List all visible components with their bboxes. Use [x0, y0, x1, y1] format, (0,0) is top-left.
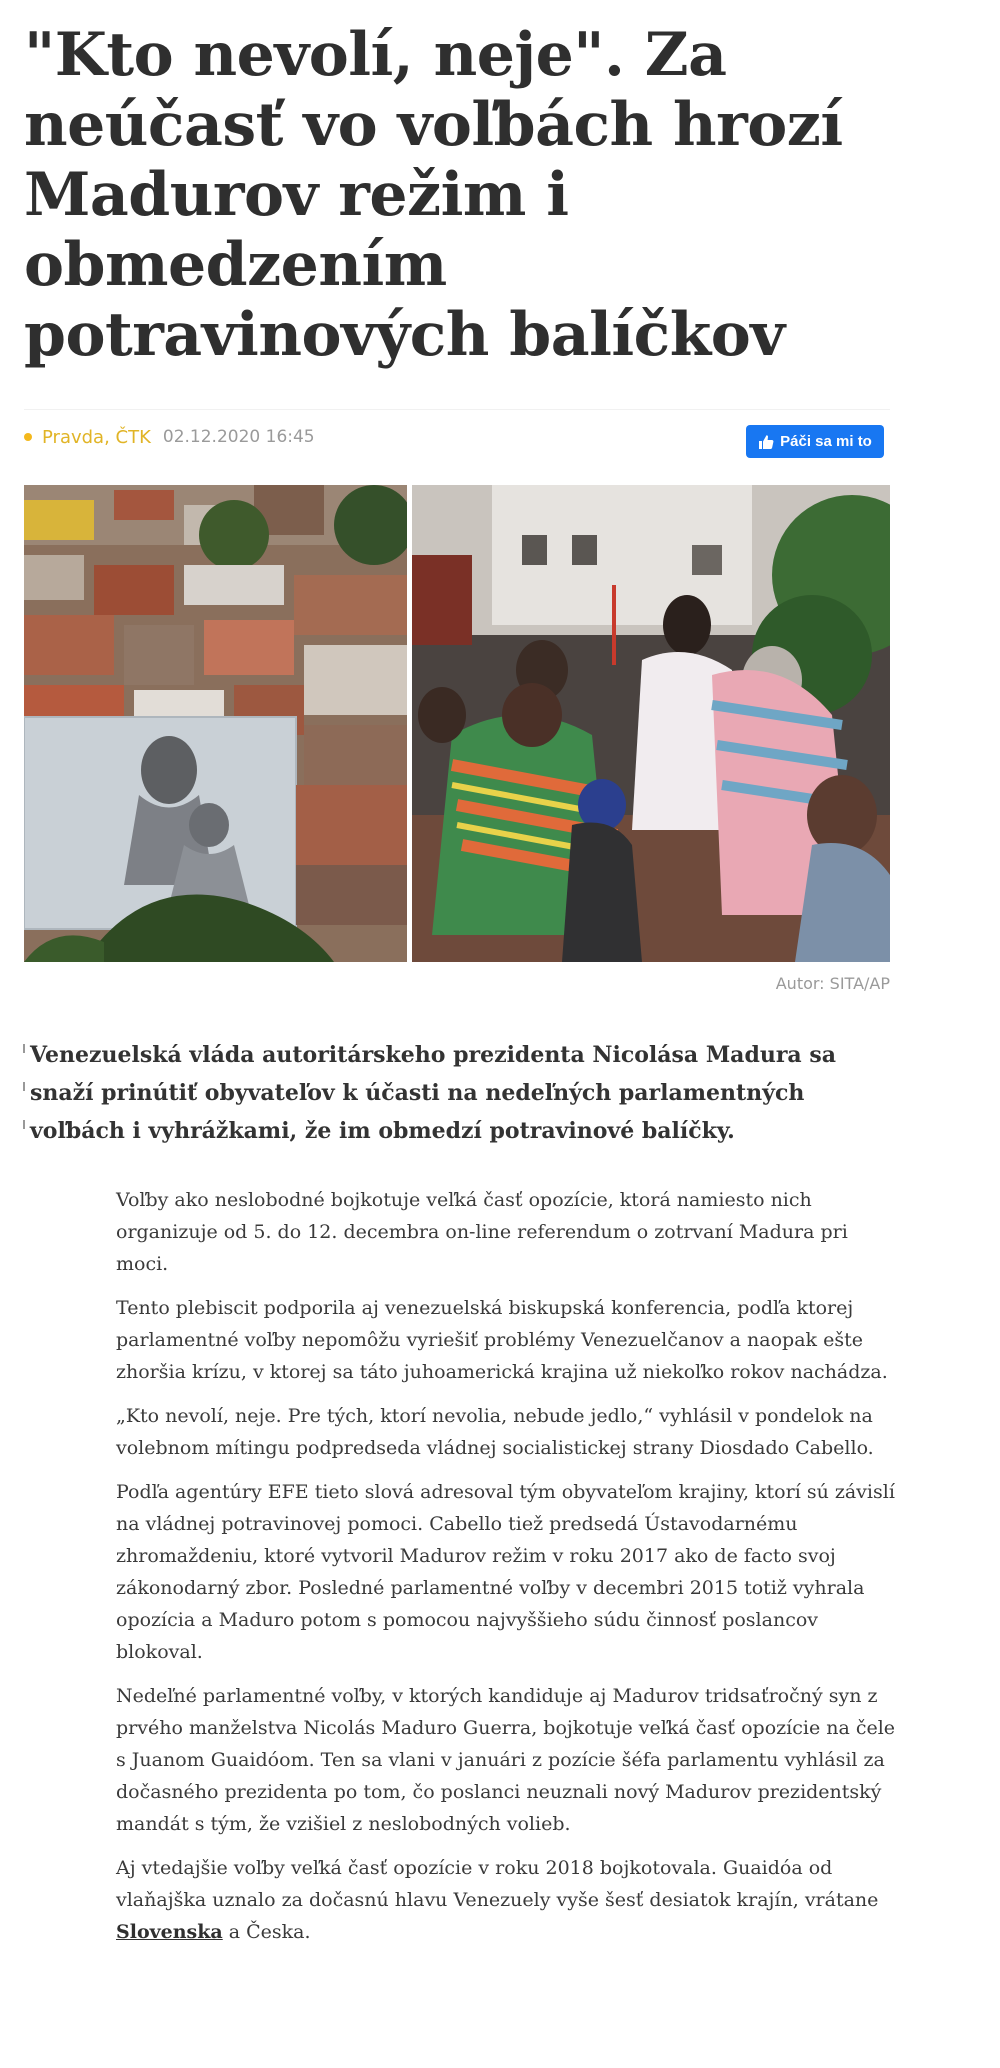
headline: "Kto nevolí, neje". Za neúčasť vo voľbách hrozí Madurov režim i obmedzením potravinových balíčkov [24, 20, 843, 370]
meta-divider [24, 409, 890, 410]
photo-crowd [412, 485, 890, 962]
photo-caption: Autor: SITA/AP [775, 974, 890, 993]
source-dot-icon [24, 433, 32, 441]
facebook-like-button[interactable] [746, 425, 884, 458]
lead-quote-marks [23, 1044, 26, 1158]
paragraph: Podľa agentúry EFE tieto slová adresoval tým obyvateľom krajiny, ktorí sú závislí na vládnej potravinovej pomoci. Cabello tiež predsedá Ústavodarnému zhromaždeniu, ktoré vytvoril Madurov režim v roku 2017 ako de facto svoj zákonodarný zbor. Posledné parlamentné voľby v decembri 2015 totiž vyhrala opozícia a Maduro potom s pomocou najvyššieho súdu činnosť poslancov blokoval. [116, 1481, 895, 1663]
thumbs-up-icon [758, 434, 774, 450]
article-photo [24, 485, 890, 962]
paragraph: „Kto nevolí, neje. Pre tých, ktorí nevolia, nebude jedlo,“ vyhlásil v pondelok na volebnom mítingu podpredseda vládnej socialistickej strany Diosdado Cabello. [116, 1405, 874, 1459]
paragraph-text: Aj vtedajšie voľby veľká časť opozície v roku 2018 bojkotovala. Guaidóa od vlaňajška uznalo za dočasnú hlavu Venezuely vyše šesť desiatok krajín, vrátane [116, 1857, 879, 1911]
photo-barrio-billboard [24, 485, 407, 962]
paragraph: Nedeľné parlamentné voľby, v ktorých kandiduje aj Madurov tridsaťročný syn z prvého manželstva Nicolás Maduro Guerra, bojkotuje veľká časť opozície na čele s Juanom Guaidóom. Ten sa vlani v januári z pozície šéfa parlamentu vyhlásil za dočasného prezidenta po tom, čo poslanci neuznali nový Madurov prezidentský mandát s tým, že vzišiel z neslobodných volieb. [116, 1685, 896, 1835]
paragraph-text: a Česka. [222, 1921, 311, 1943]
paragraph: Voľby ako neslobodné bojkotuje veľká časť opozície, ktorá namiesto nich organizuje od 5. do 12. decembra on-line referendum o zotrvaní Madura pri moci. [116, 1189, 848, 1275]
article-source: Pravda, ČTK [42, 426, 151, 448]
article-meta [24, 424, 315, 450]
like-button-label: Páči sa mi to [780, 433, 872, 450]
article-lead: Venezuelská vláda autoritárskeho prezidenta Nicolása Madura sa snaží prinútiť obyvateľov k účasti na nedeľných parlamentných voľbách i vyhrážkami, že im obmedzí potravinové balíčky. [30, 1042, 836, 1144]
article-body [116, 1184, 906, 1960]
paragraph [116, 1852, 906, 1948]
paragraph: Tento plebiscit podporila aj venezuelská biskupská konferencia, podľa ktorej parlamentné voľby nepomôžu vyriešiť problémy Venezuelčanov a naopak ešte zhoršia krízu, v ktorej sa táto juhoamerická krajina už niekoľko rokov nachádza. [116, 1297, 888, 1383]
slovensko-link[interactable]: Slovenska [116, 1921, 223, 1943]
article-date: 02.12.2020 16:45 [162, 427, 315, 447]
